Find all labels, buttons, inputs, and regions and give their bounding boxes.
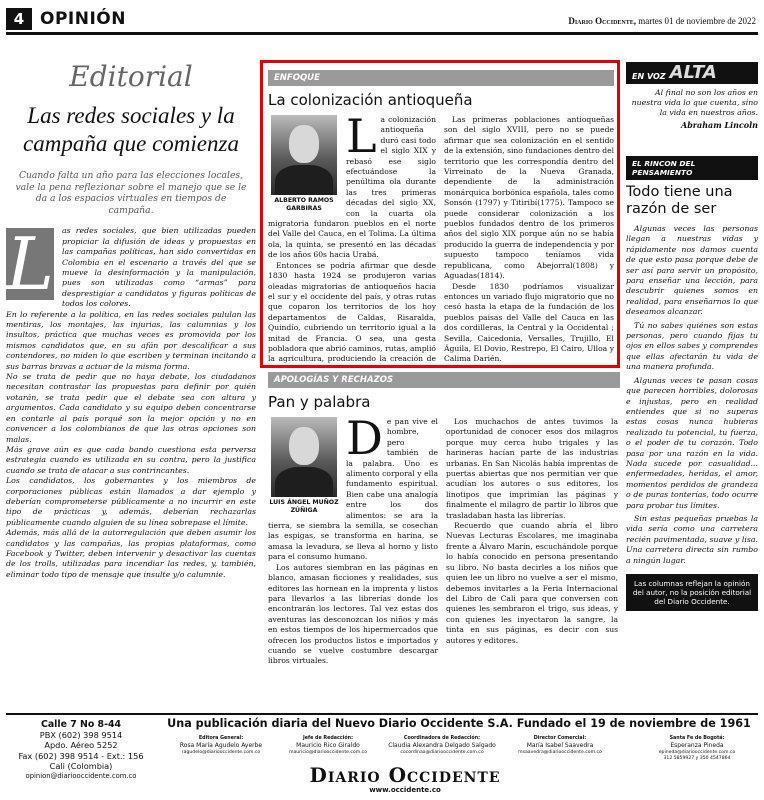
apologias-author: LUIS ÁNGEL MUÑOZ ZÚÑIGA xyxy=(269,499,339,514)
enfoque-author-photo xyxy=(268,115,340,213)
staff-email: ragudelo@diariooccidente.com.co xyxy=(181,749,261,755)
staff-email: cocordinaa@diariooccidente.com.co xyxy=(400,749,484,755)
footer-address-line: Fax (602) 398 9514 - Ext.: 156 xyxy=(18,750,144,761)
rincon-title: Todo tiene una razón de ser xyxy=(626,184,733,217)
enfoque-title: La colonización antioqueña xyxy=(268,91,473,109)
enfoque-p3: Las primeras poblaciones antioqueñas son del siglo XVIII, pero no se puede afirmar que sea colonización en el sentido de la extensión, sino fundaciones dentro del territorio que les correspondía dentro del Virreinato de la Nueva Granada, dependiente de la administración monárquica borbónica española, tales como Sonsón (1797) y Titiribí(1775). Tampoco se puede considerar colonización a los pueblos fundados dentro de los primeros años del siglo XIX porque aún no se había producido la guerra de independencia y por supuesto tampoco teníamos vida republicana, como Abejorral(1808) y Aguadas(1814). xyxy=(444,115,614,281)
staff-role: Director Comercial: xyxy=(533,736,587,741)
staff-jefe xyxy=(278,736,378,756)
editorial-p5: Los candidatos, los gobernantes y los miembros de corporaciones públicas están llamados a dar ejemplo y deberían comprometerse públicamente a no incurrir en este tipo de prácticas y, además, deberían rechazarlas públicamente cuando alguien de su línea sobrepase el límite. xyxy=(6,476,256,527)
envoz-quote: Al final no son los años en nuestra vida lo que cuenta, sino la vida en nuestros años. xyxy=(631,88,758,117)
footer-address-line: Cali (Colombia) xyxy=(49,760,113,771)
editorial-p2: En lo referente a la política, en las redes sociales pululan las mentiras, los montajes, las injurias, las calumnias y los insultos, práctica que muchas veces es promovida por los mismos candidatos que, en su afán por descalificar a sus contendores, no miden lo que escriben y terminan incitando a sus barras bravas a actuar de la misma forma. xyxy=(6,309,256,371)
editorial-title: Las redes sociales y la campaña que comienza xyxy=(23,103,239,156)
apologias-p3: Los muchachos de antes tuvimos la oportunidad de conocer esos dos milagros porque muy cerca hubo trigales y las harineras hacían parte de las industrias urbanas. En San Nicolás había imprentas de puertas abiertas que nos permitían ver que acudían los autores o sus editores, los linotipos que imprimían las páginas y finalmente el milagro de partir lo libros que trasladaban hasta las librerías. xyxy=(446,417,618,520)
footer-address-line: Calle 7 No 8-44 xyxy=(40,719,122,730)
staff-name: María Isabel Saavedra xyxy=(526,742,594,749)
editorial-body xyxy=(6,222,256,580)
apologias-p2: Los autores siembran en las páginas en blanco, amasan ficciones y realidades, sus editores las hornean en la imprenta y listos para llevarlos a las librerías donde los encontrarán los lectores. Tal vez estas dos aventuras las desconozcan los niños y más en estos tiempos de los hipermercados que ofrecen los productos listos e importados y cuando se vuelve costumbre descargar libros virtuales. xyxy=(268,562,438,666)
enfoque-article xyxy=(268,70,614,366)
rincon-kicker: EL RINCON DEL PENSAMIENTO xyxy=(626,156,758,180)
staff-email: msaavedra@diariooccidente.com.co xyxy=(518,749,602,755)
apologias-kicker: APOLOGÍAS Y RECHAZOS xyxy=(268,372,620,388)
header-date xyxy=(568,16,756,26)
rincon-p2: Tú no sabes quiénes son estas personas, pero cuando fijas tu ojos en ellos sabes y comprendes que ellas afectarán tu vida de una manera profunda. xyxy=(626,320,758,372)
editorial-p4: Más grave aún es que cada bando cuestiona esta perversa estrategia cuando es utilizada en su contra, pero la justifica cuando se trata de atacar a sus contrincantes. xyxy=(6,444,256,475)
staff-role: Editora General: xyxy=(198,736,244,741)
footer-rule xyxy=(6,713,758,715)
rincon-p4: Sin estas pequeñas pruebas la vida sería como una carretera recién pavimentada, suave y lisa. Una carretera directa sin rumbo a ningún lugar. xyxy=(626,513,758,565)
staff-editora xyxy=(170,736,272,756)
footer-banner: Una publicación diaria del Nuevo Diario Occidente S.A. Fundado el 19 de noviembre de 1961 xyxy=(167,717,751,730)
footer-address-line: PBX (602) 398 9514 xyxy=(39,730,123,741)
footer-web: www.occidente.co xyxy=(369,786,441,794)
staff-name: Esperanza Pineda xyxy=(670,742,724,749)
apologias-author-photo xyxy=(268,417,340,515)
envoz-label-small: EN VOZ xyxy=(632,72,666,81)
envoz-label-big: ALTA xyxy=(669,62,717,83)
enfoque-p4: Desde 1830 podríamos visualizar entonces un variado flujo migratorio que no cesó hasta la etapa de la fundación de los pueblos paisas del Valle del Cauca en las dos cordilleras, la Central y la Occidental ; Sevilla, Caicedonia, Versalles, Trujillo, El Águila, El Dovio, Restrepo, El Cairo, Ulloa y Calima Darién. xyxy=(444,281,614,364)
editorial-dropcap: L xyxy=(6,222,54,307)
staff-email: mauricio@diariooccidente.com.co xyxy=(288,749,368,755)
footer-address xyxy=(6,720,156,781)
staff-name: Rosa María Agudelo Ayerbe xyxy=(179,742,263,749)
envoz-author: Abraham Lincoln xyxy=(681,120,758,130)
staff-role: Jefe de Redacción: xyxy=(303,736,353,741)
staff-name: Mauricio Rico Giraldo xyxy=(296,742,360,749)
rincon-p3: Algunas veces te pasan cosas que parecen horribles, dolorosas e injustas, pero en realidad entiendes que si no superas estas cosas nunca hubieras realizado tu potencial, tu fuerza, o el poder de tu corazón. Todo pasa por una razón en la vida. Nada sucede por casualidad... enfermedades, heridas, el amor, momentos perdidos de grandeza o de puras tonterías, todo ocurre para probar tus límites. xyxy=(626,375,758,510)
apologias-article xyxy=(268,372,620,708)
staff-coordinadora xyxy=(386,736,498,756)
envoz-header xyxy=(626,62,758,84)
header-date-text: martes 01 de noviembre de 2022 xyxy=(636,16,756,26)
enfoque-kicker: ENFOQUE xyxy=(268,70,614,86)
footer-address-line: opinion@diariooccidente.com.co xyxy=(25,772,137,781)
editorial-p3: No se trata de pedir que no haya debate, los ciudadanos necesitan contrastar las propuestas para definir por quién votarán, se trata pedir que el debate sea con altura y argumentos. Cada candidato y su equipo deben concentrarse en contarle al país porqué son la mejor opción y no en convencer a los colombianos de que las otras opciones son malas. xyxy=(6,372,256,444)
staff-director xyxy=(508,736,612,756)
editorial-p1: as redes sociales, que bien utilizadas pueden propiciar la difusión de ideas y propuestas en las campañas políticas, han sido convertidas en Colombia en el escenario a través del que se mueve la desinformación y la manipulación, pues son utilizadas como “armas” para desprestigiar a candidatos y figuras políticas de todos los colores. xyxy=(62,226,256,309)
editorial-subtitle: Cuando falta un año para las elecciones locales, vale la pena reflezionar sobre el manejo que se le da a los espacios virtuales en tiempos de campaña. xyxy=(15,170,247,216)
staff-role: Coordinadora de Redacción: xyxy=(403,736,481,741)
section-title: OPINIÓN xyxy=(40,9,126,29)
right-sidebar xyxy=(626,62,758,611)
apologias-p4: Recuerdo que cuando abría el libro Nuevas Lecturas Escolares, me imaginaba frente a Álvaro Marín, escuchándole porque lo había conocido en persona presentando su libro. No basta decirles a los niños que quien lee un libro no vuelve a ser el mismo, debemos invitarles a la Feria Internacional del Libro de Cali para que conversen con quienes les sembraron el trigo, sus ideas, y con quienes les inyectaron la sangre, la tinta en sus páginas, es decir con sus autores y editores. xyxy=(446,521,618,645)
enfoque-author: ALBERTO RAMOS GARBIRAS xyxy=(274,197,334,212)
page-number: 4 xyxy=(6,8,32,30)
header-paper: Diario Occidente, xyxy=(568,16,637,26)
staff-email: epineda@diariooccidente.com.co xyxy=(658,749,736,755)
editorial-column xyxy=(6,62,256,580)
footer-masthead: Diario Occidente xyxy=(309,763,501,787)
apologias-dropcap: D xyxy=(346,411,383,465)
staff-name: Claudia Alexandra Delgado Salgado xyxy=(388,742,496,749)
footer-address-line: Apdo. Aéreo 5252 xyxy=(44,740,118,751)
enfoque-dropcap: L xyxy=(346,109,377,163)
rincon-disclaimer: Las columnas reflejan la opinión del autor, no la posición editorial del Diario Occidente. xyxy=(626,574,758,611)
staff-bogota xyxy=(638,736,756,762)
apologias-title: Pan y palabra xyxy=(268,393,371,411)
editorial-p6: Además, más allá de la autorregulación que deben asumir los candidatos y las campañas, las propias plataformas, como Facebook y Twitter, deben intervenir y desactivar las cuentas de los trolls, utilizadas para incendiar las redes, y, también, eliminar todo tipo de mensaje que insulte y/o calumnie. xyxy=(6,528,256,579)
editorial-label: Editorial xyxy=(69,60,193,93)
staff-phone: 312 5859927 y 350 4547864 xyxy=(663,755,731,761)
staff-role: Santa Fe de Bogotá: xyxy=(669,736,725,741)
enfoque-p1: a colonización antioqueña duró casi todo el siglo XIX y rebasó ese siglo efectuándose la penúltima ola durante las tres primeras décadas del siglo XX, con la cuarta ola migratoria fundaron pueblos en el norte del Valle del Cauca, en el Tolima. La última ola, la quinta, se presentó en las décadas de los años 60s hacia Urabá. xyxy=(268,115,436,260)
apologias-p1: e pan vive el hombre, pero también de la palabra. Uno es alimento corporal y ella fundamento espiritual. Bien cabe una analogía entre los dos alimentos: se ara la tierra, se siembra la semilla, se cosechan las espigas, se transforma en harina, se amasa la levadura, se lleva al horno y listo para el consumo humano. xyxy=(268,417,438,562)
rincon-p1: Algunas veces las personas llegan a nuestras vidas y rápidamente nos damos cuenta de que esto pasa porque debe de ser así para servir un propósito, para enseñar una lección, para descubrir quienes somos en realidad, para enseñarnos lo que deseamos alcanzar. xyxy=(626,224,758,317)
header-rule xyxy=(6,32,758,35)
enfoque-p2: Entonces se podría afirmar que desde 1830 hasta 1924 se produjeron varias oleadas migratorias de antioqueños hacia el sur y el occidente del país, y otras rutas que coparon los territorios de los hoy departamentos de Caldas, Risaralda, Quindío, cubriendo un territorio igual a la mitad de Francia. O sea, una gesta pobladora que abrió caminos, rutas, amplió la agricultura, produciendo la creación de xyxy=(268,260,436,364)
